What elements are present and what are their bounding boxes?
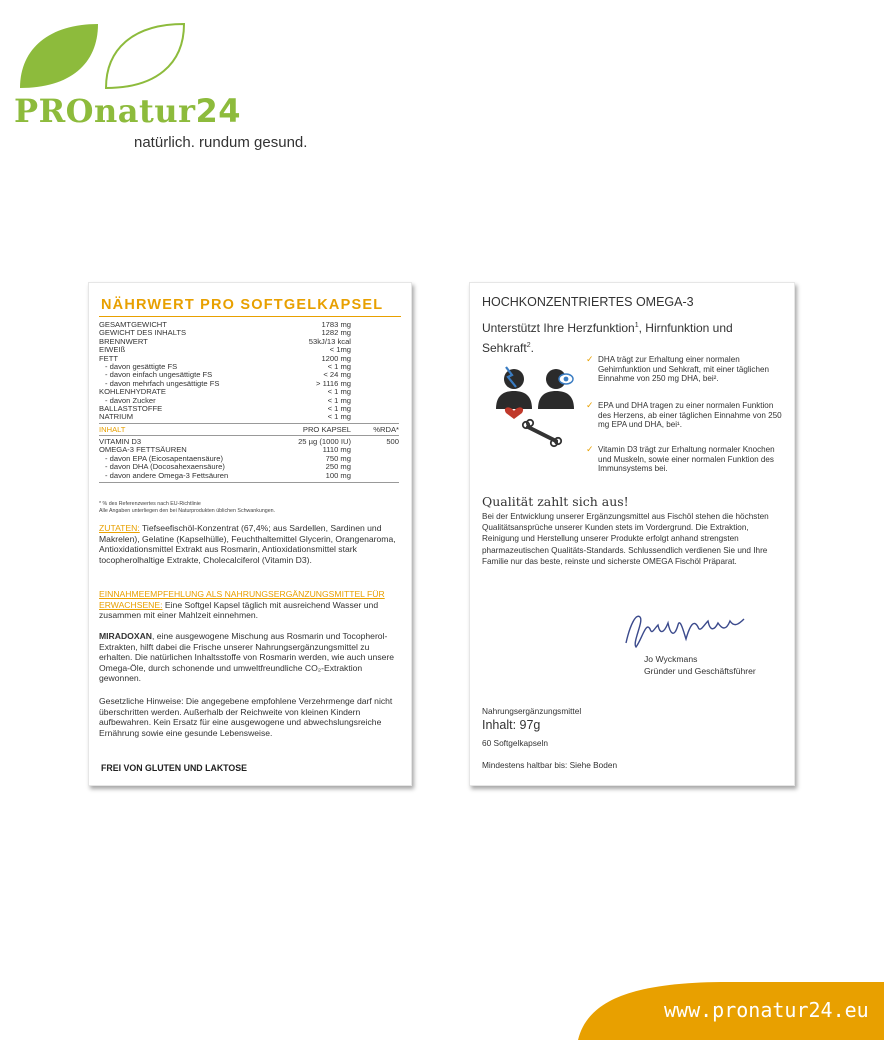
brand-name (14, 92, 241, 130)
row-value: 1783 mg (321, 320, 351, 329)
brain-head-icon (496, 367, 532, 409)
row-value: < 1mg (329, 345, 351, 355)
row-label: KOHLENHYDRATE (99, 387, 166, 397)
signatory-name: Jo Wyckmans (644, 654, 698, 664)
row-label: FETT (99, 353, 118, 363)
eye-head-icon (538, 369, 574, 409)
row-value: < 1 mg (327, 403, 351, 413)
miradoxan-text: , eine ausgewogene Mischung aus Rosmarin und Tocopherol-Extrakten, hilft dabei die Frische unserer Nahrungsergänzungsmittel zu erhalten. Die natürlichen Inhaltsstoffe von Rosmarin werden, wie auch unsere Omega-Öle, durch schonende und umweltfreundliche CO₂-Extraktion gewonnen. (99, 631, 395, 684)
title-divider (99, 316, 401, 317)
footnotes (99, 501, 275, 515)
table-divider (99, 423, 399, 424)
ingredients-paragraph (99, 523, 401, 565)
row-label: GEWICHT DES INHALTS (99, 328, 187, 338)
benefit-vitamin-d3 (586, 444, 784, 474)
row-label: - davon gesättigte FS (105, 361, 178, 371)
table-row (99, 338, 399, 346)
best-before: Mindestens haltbar bis: Siehe Boden (482, 760, 618, 770)
row-label: GESAMTGEWICHT (99, 320, 167, 329)
brand-name-number: 24 (195, 92, 241, 130)
row-value: 1282 mg (321, 328, 351, 338)
row-rda: 500 (386, 437, 399, 447)
brand-name-text: PROnatur (14, 92, 196, 130)
row-value: 1200 mg (321, 353, 351, 363)
quality-heading: Qualität zahlt sich aus! (482, 494, 629, 509)
brain-heart-eye-bone-icons (492, 365, 592, 449)
benefit-text: DHA trägt zur Erhaltung einer normalen Gehirnfunktion und Sehkraft, mit einer täglichen Einnahme von 250 mg DHA, bei². (598, 355, 769, 384)
inhalt-header-row (99, 426, 399, 434)
miradoxan-label: MIRADOXAN (99, 631, 152, 641)
row-label: - davon Zucker (105, 395, 156, 405)
benefit-epa-dha (586, 400, 784, 430)
row-label: EIWEIß (99, 345, 126, 355)
ingredients-text: Tiefseefischöl-Konzentrat (67,4%; aus Sardellen, Sardinen und Makrelen), Gelatine (Kapselhülle), Feuchthaltemittel Glycerin, Orangenaroma, Antioxidationsmittel Extrakt aus Rosmarin, Antioxidationsmittel stark tocopherolhaltige Extrakte, Cholecalciferol (Vitamin D3). (99, 523, 396, 565)
subheading-part: Unterstützt Ihre Herzfunktion (482, 321, 635, 335)
quality-text: Bei der Entwicklung unserer Ergänzungsmittel aus Fischöl stehen die höchsten Qualitätsansprüche unserer Kunden stets im Vordergrund. Die Extraktion, Reinigung und Herstellung unserer Produkte erfolgt anhand strengsten pharmazeutischen Qualitäts-Standards. Schlussendlich verdienen Sie und Ihre Familie nur das beste, reinste und sicherste OMEGA Fischöl Präparat. (482, 512, 769, 566)
footnote-rda: * % des Referenzwertes nach EU-Richtlinie (99, 501, 201, 507)
row-value: < 1 mg (327, 361, 351, 371)
row-label: - davon andere Omega-3 Fettsäuren (105, 470, 229, 480)
capsule-count: 60 Softgelkapseln (482, 738, 548, 748)
heart-icon (505, 407, 523, 419)
benefit-text: Vitamin D3 trägt zur Erhaltung normaler Knochen und Muskeln, sowie einer normalen Funktion des Immunsystems bei. (598, 445, 775, 474)
row-label: - davon mehrfach ungesättigte FS (105, 378, 220, 388)
signatory (644, 653, 756, 677)
legal-notes: Gesetzliche Hinweise: Die angegebene empfohlene Verzehrmenge darf nicht überschritten werden. Außerhalb der Reichweite von kleinen Kindern aufbewahren. Kein Ersatz für eine ausgewogene und abwechslungsreiche Ernährung sowie eine gesunde Lebensweise. (99, 696, 393, 738)
table-divider (99, 435, 399, 436)
product-claims-card (469, 282, 795, 786)
signature-icon (620, 603, 780, 653)
product-heading: HOCHKONZENTRIERTES OMEGA-3 (482, 295, 694, 309)
check-icon: ✓ (586, 354, 594, 364)
table-row (99, 413, 399, 421)
inhalt-label: INHALT (99, 424, 126, 434)
brand-logo (10, 18, 308, 151)
product-subheading (482, 317, 782, 357)
net-content: Inhalt: 97g (482, 718, 541, 732)
gluten-lactose-free-claim: FREI VON GLUTEN UND LAKTOSE (101, 763, 247, 773)
table-row (99, 405, 399, 413)
nutrition-card (88, 282, 412, 786)
row-label: - davon einfach ungesättigte FS (105, 370, 213, 380)
subheading-part: , Hirnfunktion und Sehkraft (482, 321, 733, 355)
inhalt-col-rda: %RDA* (373, 424, 399, 434)
benefit-dha (586, 354, 784, 384)
inhalt-col-per-capsule: PRO KAPSEL (302, 424, 351, 434)
miradoxan-paragraph (99, 631, 401, 684)
nutrition-title: NÄHRWERT PRO SOFTGELKAPSEL (101, 297, 384, 313)
dosage-paragraph (99, 589, 401, 621)
row-value: > 1116 mg (316, 378, 351, 388)
row-label: VITAMIN D3 (99, 437, 142, 447)
row-value: < 24 mg (323, 370, 351, 380)
row-value: 25 µg (1000 IU) (298, 437, 351, 447)
footnote-ref: 1 (634, 322, 639, 329)
dosage-label: EINNAHMEEMPFEHLUNG ALS NAHRUNGSERGÄNZUNGSMITTEL FÜR ERWACHSENE: (99, 589, 385, 610)
row-label: NATRIUM (99, 412, 134, 422)
signatory-role: Gründer und Geschäftsführer (644, 666, 756, 676)
row-value: 1110 mg (322, 445, 351, 455)
bone-icon (523, 420, 561, 446)
footnote-variation: Alle Angaben unterliegen den bei Naturprodukten üblichen Schwankungen. (99, 508, 276, 514)
row-label: - davon EPA (Eicosapentaensäure) (105, 453, 224, 463)
row-label: BRENNWERT (99, 336, 148, 346)
row-label: BALLASTSTOFFE (99, 403, 163, 413)
table-bottom-rule (99, 482, 399, 483)
ingredients-label: ZUTATEN: (99, 523, 140, 533)
row-value: 750 mg (325, 453, 351, 463)
benefit-text: EPA und DHA tragen zu einer normalen Funktion des Herzens, ab einer täglichen Einnahme von 250 mg EPA und DHA, bei¹. (598, 401, 782, 430)
row-value: 53kJ/13 kcal (308, 336, 351, 346)
product-type: Nahrungsergänzungsmittel (482, 706, 582, 716)
nutrient-rows (99, 321, 399, 422)
row-value: < 1 mg (327, 412, 351, 422)
row-label: - davon DHA (Docosahexaensäure) (105, 462, 225, 472)
row-value: < 1 mg (327, 387, 351, 397)
check-icon: ✓ (586, 444, 594, 454)
dosage-text: Eine Softgel Kapsel täglich mit ausreichend Wasser und zusammen mit einer Mahlzeit einnehmen. (99, 599, 379, 621)
check-icon: ✓ (586, 400, 594, 410)
table-row (99, 346, 399, 354)
content-rows (99, 438, 399, 480)
row-value: < 1 mg (327, 395, 351, 405)
leaf-logo-icon (10, 18, 300, 98)
website-url[interactable]: www.pronatur24.eu (664, 998, 869, 1022)
website-banner (578, 978, 884, 1040)
footnote-ref: 2 (526, 342, 531, 349)
subheading-part: . (530, 341, 534, 355)
nutrition-table (99, 321, 399, 483)
row-label: OMEGA-3 FETTSÄUREN (99, 445, 187, 455)
table-row (99, 472, 399, 480)
row-value: 100 mg (325, 470, 351, 480)
brand-tagline: natürlich. rundum gesund. (134, 134, 308, 151)
row-value: 250 mg (325, 462, 351, 472)
